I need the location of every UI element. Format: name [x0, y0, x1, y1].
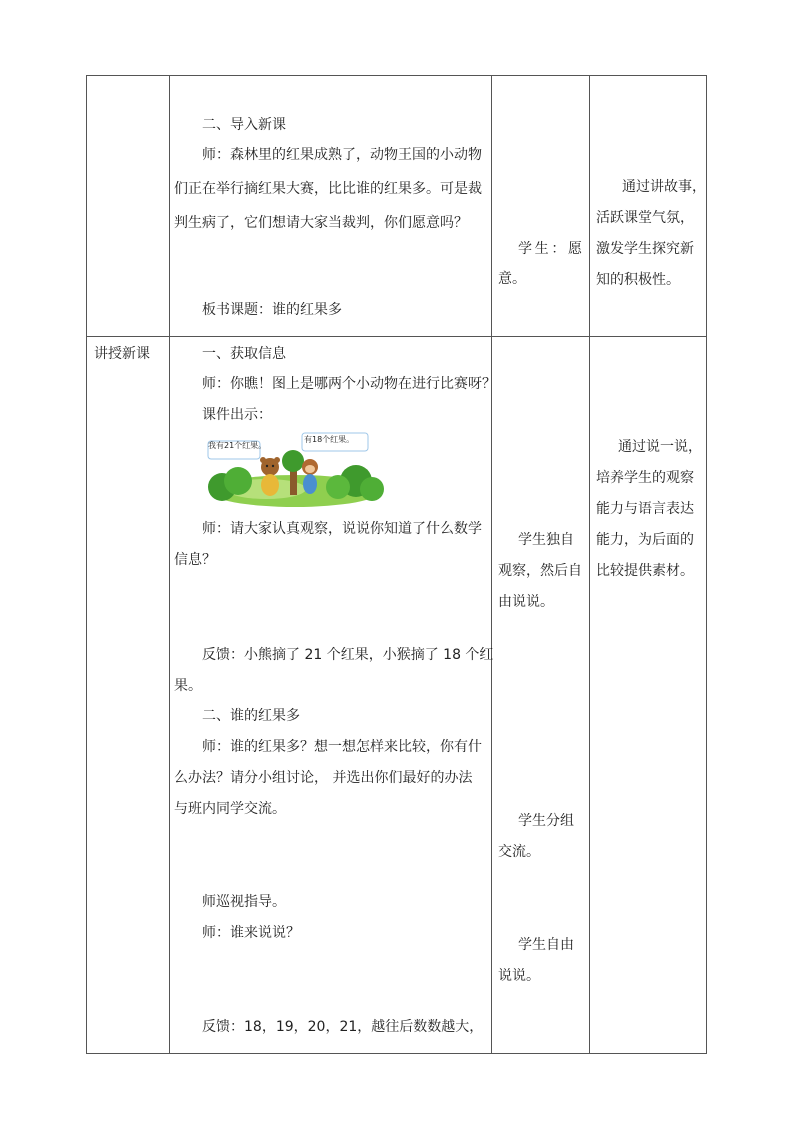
teacher-question: 师：谁的红果多？想一想怎样来比较，你有什	[202, 739, 482, 755]
student-response-cont: 意。	[498, 271, 526, 287]
student-activity: 观察，然后自	[498, 563, 582, 579]
student-response: 学 生 ： 愿	[518, 241, 582, 257]
teacher-question: 与班内同学交流。	[174, 801, 286, 817]
purpose-text: 培养学生的观察	[596, 470, 694, 486]
teacher-line: 们正在举行摘红果大赛，比比谁的红果多。可是裁	[174, 181, 482, 197]
teacher-question: 师：请大家认真观察，说说你知道了什么数学	[202, 521, 482, 537]
column-divider-1	[169, 76, 170, 1053]
student-activity: 学生自由	[518, 937, 574, 953]
stage-label: 讲授新课	[94, 346, 150, 362]
purpose-text: 比较提供素材。	[596, 563, 694, 579]
feedback-text: 反馈：小熊摘了 21 个红果，小猴摘了 18 个红	[202, 647, 494, 663]
section-heading-compare: 二、谁的红果多	[202, 708, 300, 724]
teacher-line: 判生病了，它们想请大家当裁判，你们愿意吗？	[174, 215, 468, 231]
teacher-question: 师：你瞧！图上是哪两个小动物在进行比赛呀？	[202, 376, 496, 392]
student-activity: 学生独自	[518, 532, 574, 548]
row-divider	[87, 336, 706, 337]
student-activity: 学生分组	[518, 813, 574, 829]
purpose-text: 能力，为后面的	[596, 532, 694, 548]
feedback-text: 果。	[174, 678, 202, 694]
purpose-text: 通过说一说，	[618, 439, 702, 455]
section-heading-intro: 二、导入新课	[202, 117, 286, 133]
bear-speech-bubble: 我有21个红果。	[208, 441, 267, 450]
column-divider-2	[491, 76, 492, 1053]
feedback-text: 反馈：18，19，20，21，越往后数数越大，	[202, 1019, 484, 1035]
student-activity: 交流。	[498, 844, 540, 860]
student-activity: 说说。	[498, 968, 540, 984]
student-activity: 由说说。	[498, 594, 554, 610]
purpose-text: 能力与语言表达	[596, 501, 694, 517]
teacher-question: 师：谁来说说？	[202, 925, 300, 941]
teacher-action: 师巡视指导。	[202, 894, 286, 910]
courseware-label: 课件出示：	[202, 407, 272, 423]
purpose-text: 活跃课堂气氛，	[596, 210, 694, 226]
purpose-text: 知的积极性。	[596, 272, 680, 288]
teacher-question: 信息？	[174, 552, 216, 568]
section-heading-info: 一、获取信息	[202, 346, 286, 362]
board-title: 板书课题：谁的红果多	[202, 302, 342, 318]
teacher-question: 么办法？请分小组讨论， 并选出你们最好的办法	[174, 770, 473, 786]
monkey-speech-bubble: 有18个红果。	[304, 435, 355, 444]
column-divider-3	[589, 76, 590, 1053]
purpose-text: 激发学生探究新	[596, 241, 694, 257]
purpose-text: 通过讲故事，	[622, 179, 706, 195]
teacher-line: 师：森林里的红果成熟了，动物王国的小动物	[202, 147, 482, 163]
